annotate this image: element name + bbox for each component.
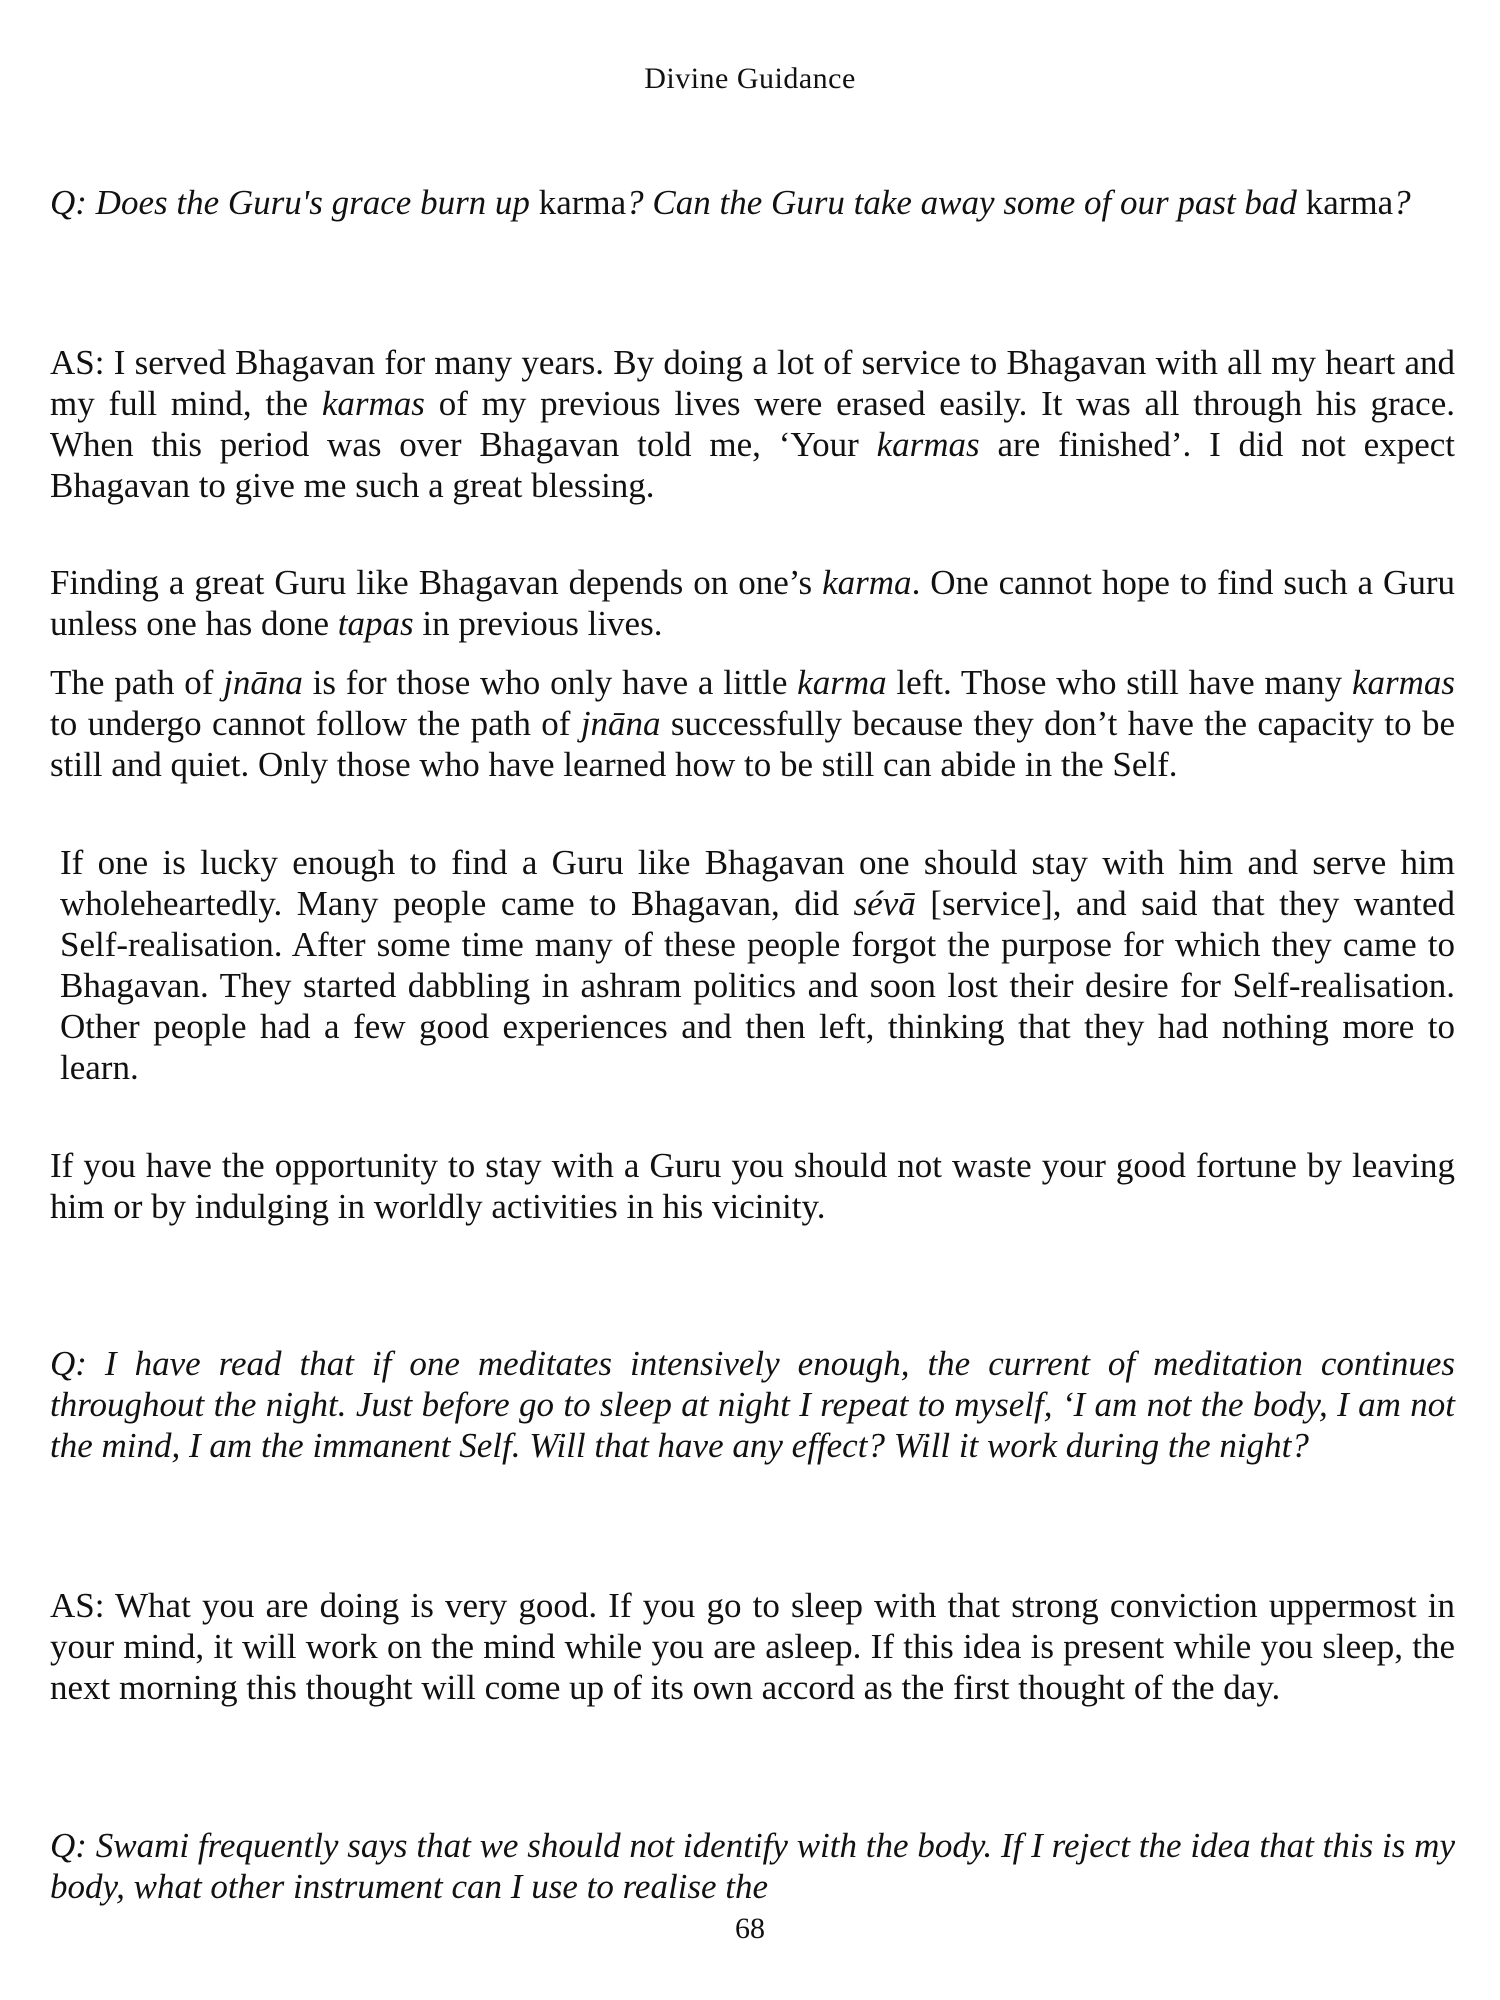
- answer-2: AS: What you are doing is very good. If you go to sleep with that strong conviction uppermost in your mind, it will work on the mind while you are asleep. If this idea is present while you sleep, the next morning this thought will come up of its own accord as the first thought of the day.: [50, 1586, 1455, 1707]
- question-2: Q: I have read that if one meditates intensively enough, the current of meditation continues throughout the night. Just before go to sleep at night I repeat to myself, ‘I am not the body, I am not the mind, I am the immanent Self. Will that have any effect? Will it work during the night?: [50, 1344, 1455, 1465]
- paragraph-3: The path of jnāna is for those who only have a little karma left. Those who still have many karmas to undergo cannot follow the path of jnāna successfully because they don’t have the capacity to be still and quiet. Only those who have learned how to be still can abide in the Self.: [50, 663, 1456, 784]
- paragraph-5: If you have the opportunity to stay with a Guru you should not waste your good fortune by leaving him or by indulging in worldly activities in his vicinity.: [50, 1146, 1455, 1226]
- paragraph-2: Finding a great Guru like Bhagavan depends on one’s karma. One cannot hope to find such a Guru unless one has done tapas in previous lives.: [50, 563, 1455, 643]
- page-number: 68: [735, 1912, 765, 1945]
- running-header: Divine Guidance: [644, 62, 856, 95]
- paragraph-4: If one is lucky enough to find a Guru like Bhagavan one should stay with him and serve him wholeheartedly. Many people came to Bhagavan, did sévā [service], and said that they wanted Self-realisation. After some time many of these people forgot the purpose for which they came to Bhagavan. They started dabbling in ashram politics and soon lost their desire for Self-realisation. Other people had a few good experiences and then left, thinking that they had nothing more to learn.: [60, 843, 1455, 1087]
- question-3: Q: Swami frequently says that we should not identify with the body. If I reject the idea that this is my body, what other instrument can I use to realise the: [50, 1826, 1455, 1906]
- question-1: Q: Does the Guru's grace burn up karma? Can the Guru take away some of our past bad karma?: [50, 183, 1411, 222]
- answer-1: AS: I served Bhagavan for many years. By doing a lot of service to Bhagavan with all my heart and my full mind, the karmas of my previous lives were erased easily. It was all through his grace. When this period was over Bhagavan told me, ‘Your karmas are finished’. I did not expect Bhagavan to give me such a great blessing.: [50, 343, 1455, 505]
